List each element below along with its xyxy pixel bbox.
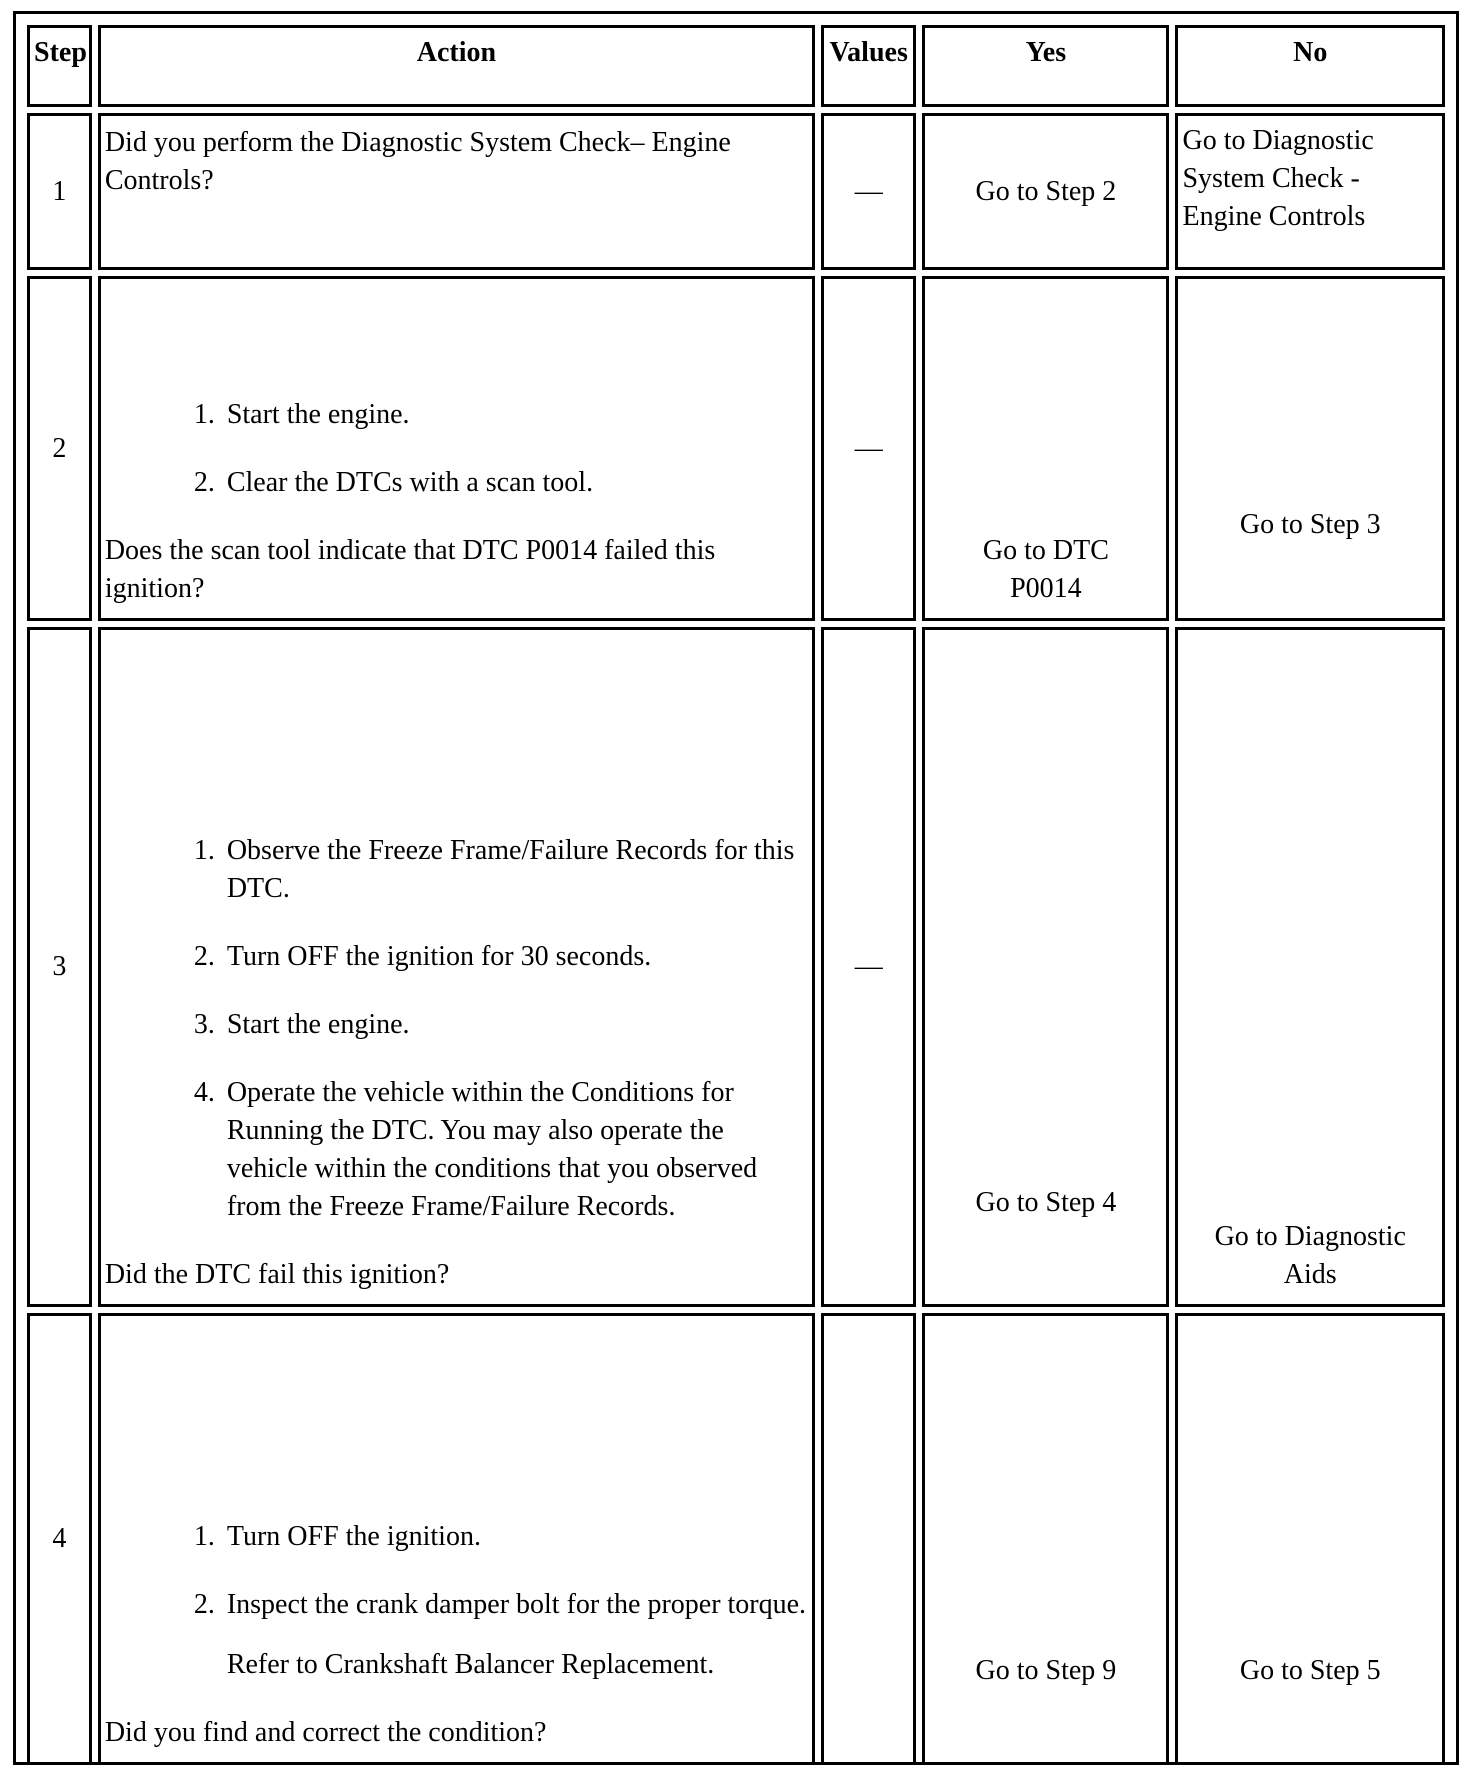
step-number: 2 (27, 276, 92, 621)
no-link[interactable] (1175, 113, 1445, 270)
header-action: Action (98, 25, 815, 107)
action-step (105, 1586, 808, 1624)
action-question: Did the DTC fail this ignition? (104, 1259, 450, 1290)
action-steps (105, 396, 808, 502)
action-question: Did you find and correct the condition? (104, 1717, 547, 1748)
yes-link[interactable]: Go to Step 2 (922, 113, 1169, 270)
step-number: 3 (27, 627, 92, 1307)
step-text: Turn OFF the ignition. (226, 1521, 481, 1552)
action-cell (98, 1313, 815, 1765)
action-step (105, 938, 808, 976)
action-step (105, 1006, 808, 1044)
step-index: 1. (193, 399, 215, 430)
value-cell: — (821, 627, 916, 1307)
value-cell: — (821, 276, 916, 621)
action-step (105, 396, 808, 434)
step-text: Inspect the crank damper bolt for the proper torque. (226, 1589, 807, 1620)
yes-line: Go to DTC (982, 535, 1109, 566)
step-text: Observe the Freeze Frame/Failure Records for this DTC. (226, 835, 795, 904)
step-text: Turn OFF the ignition for 30 seconds. (226, 941, 652, 972)
no-link[interactable] (1175, 627, 1445, 1307)
step-index: 2. (193, 467, 215, 498)
table-row (27, 627, 1445, 1307)
step-number: 1 (27, 113, 92, 270)
no-line: Go to Diagnostic (1182, 125, 1374, 156)
yes-line: P0014 (1010, 573, 1082, 604)
action-cell (98, 113, 815, 270)
value-cell (821, 1313, 916, 1765)
header-values: Values (821, 25, 916, 107)
header-step: Step (27, 25, 92, 107)
action-cell (98, 627, 815, 1307)
yes-link[interactable]: Go to Step 9 (922, 1313, 1169, 1765)
no-link[interactable]: Go to Step 5 (1175, 1313, 1445, 1765)
table-row (27, 1313, 1445, 1765)
no-line: System Check - (1182, 163, 1360, 194)
reference-note[interactable]: Refer to Crankshaft Balancer Replacement. (226, 1649, 715, 1680)
header-no: No (1175, 25, 1445, 107)
step-text: Start the engine. (226, 1009, 410, 1040)
no-line: Aids (1283, 1259, 1337, 1290)
step-text: Clear the DTCs with a scan tool. (226, 467, 594, 498)
step-index: 4. (193, 1077, 215, 1108)
no-line: Engine Controls (1182, 201, 1366, 232)
no-line: Go to Diagnostic (1214, 1221, 1406, 1252)
step-index: 2. (193, 941, 215, 972)
action-cell (98, 276, 815, 621)
action-step (105, 832, 808, 908)
step-index: 1. (193, 1521, 215, 1552)
table-row (27, 113, 1445, 270)
table-row (27, 276, 1445, 621)
action-step (105, 464, 808, 502)
value-cell: — (821, 113, 916, 270)
step-index: 3. (193, 1009, 215, 1040)
step-index: 1. (193, 835, 215, 866)
action-question: Does the scan tool indicate that DTC P0014 failed this ignition? (104, 535, 716, 604)
action-step (105, 1518, 808, 1556)
header-yes: Yes (922, 25, 1169, 107)
diagnostic-table-frame (13, 11, 1459, 1765)
action-steps (105, 832, 808, 1226)
yes-link[interactable] (922, 276, 1169, 621)
yes-link[interactable]: Go to Step 4 (922, 627, 1169, 1307)
no-link[interactable]: Go to Step 3 (1175, 276, 1445, 621)
step-index: 2. (193, 1589, 215, 1620)
header-row (27, 25, 1445, 107)
step-text: Operate the vehicle within the Conditions for Running the DTC. You may also operate the vehicle within the conditions that you observed from the Freeze Frame/Failure Records. (226, 1077, 758, 1222)
step-text: Start the engine. (226, 399, 410, 430)
action-step (105, 1074, 808, 1226)
action-question: Did you perform the Diagnostic System Check– Engine Controls? (104, 127, 731, 196)
step-number: 4 (27, 1313, 92, 1765)
action-steps (105, 1518, 808, 1624)
diagnostic-table (21, 19, 1451, 1771)
